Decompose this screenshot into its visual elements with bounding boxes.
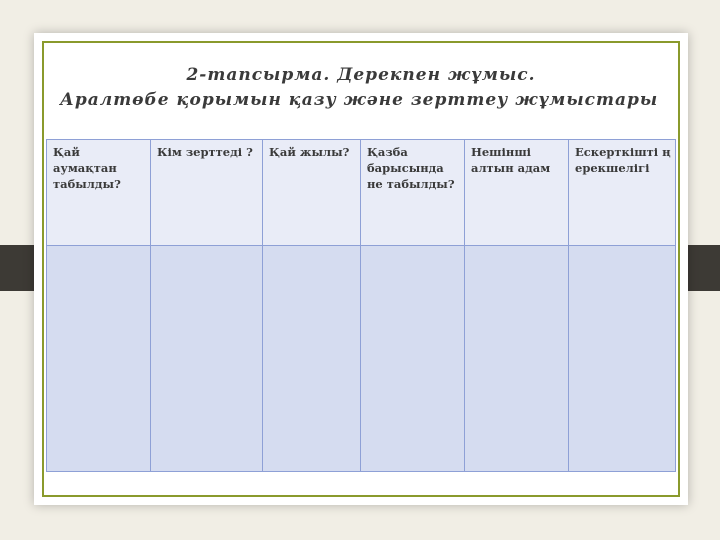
table-header-row bbox=[47, 140, 676, 246]
slide-subtitle: Аралтөбе қорымын қазу және зерттеу жұмыстары bbox=[60, 90, 659, 110]
table-cell[interactable] bbox=[263, 246, 361, 472]
table-cell[interactable] bbox=[361, 246, 465, 472]
table-cell[interactable] bbox=[465, 246, 569, 472]
column-header: Қай аумақтан табылды? bbox=[47, 140, 151, 246]
slide-card bbox=[34, 33, 688, 505]
table-cell[interactable] bbox=[47, 246, 151, 472]
slide-title: 2-тапсырма. Дерекпен жұмыс. bbox=[186, 65, 536, 85]
column-header: Қай жылы? bbox=[263, 140, 361, 246]
column-header: Қазба барысында не табылды? bbox=[361, 140, 465, 246]
table-cell[interactable] bbox=[569, 246, 676, 472]
task-table bbox=[46, 139, 676, 472]
column-header: Ескерткішті ң ерекшелігі bbox=[569, 140, 676, 246]
column-header: Нешінші алтын адам bbox=[465, 140, 569, 246]
table-row bbox=[47, 246, 676, 472]
column-header: Кім зерттеді ? bbox=[151, 140, 263, 246]
table-cell[interactable] bbox=[151, 246, 263, 472]
